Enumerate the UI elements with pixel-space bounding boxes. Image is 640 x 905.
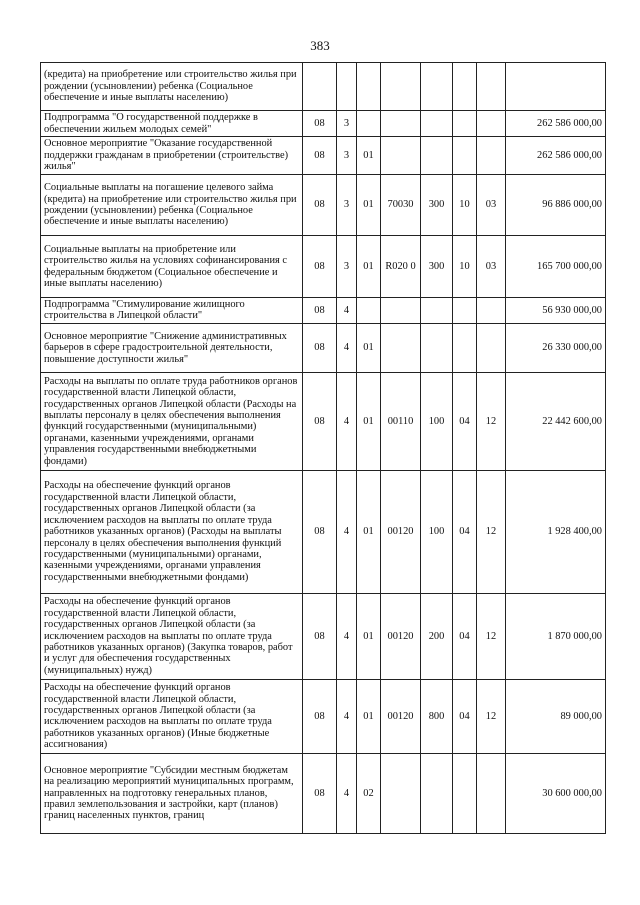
program-code: 08	[303, 679, 337, 753]
subprogram-code: 4	[337, 753, 357, 833]
subprogram-code	[337, 63, 357, 111]
subsection-code	[477, 63, 506, 111]
subprogram-code: 4	[337, 679, 357, 753]
subprogram-code: 3	[337, 137, 357, 175]
expense-type-code: 300	[421, 175, 453, 236]
activity-code: 01	[357, 175, 381, 236]
amount: 262 586 000,00	[506, 111, 606, 137]
table-row	[41, 63, 606, 111]
activity-code: 01	[357, 323, 381, 372]
row-description: Расходы на обеспечение функций органов государственной власти Липецкой области, государственных органов Липецкой области (за исключением расходов на выплаты по оплате труда работников указанных органов) (Иные бюджетные ассигнования)	[41, 679, 303, 753]
section-code	[453, 63, 477, 111]
row-description: Основное мероприятие "Оказание государственной поддержки гражданам в приобретении (строительстве) жилья"	[41, 137, 303, 175]
subsection-code: 03	[477, 175, 506, 236]
amount: 30 600 000,00	[506, 753, 606, 833]
section-code: 10	[453, 236, 477, 298]
row-description: Основное мероприятие "Снижение административных барьеров в сфере градостроительной деятельности, повышение доступности жилья"	[41, 323, 303, 372]
activity-code: 02	[357, 753, 381, 833]
program-code	[303, 63, 337, 111]
section-code: 04	[453, 679, 477, 753]
subsection-code	[477, 323, 506, 372]
table-row	[41, 137, 606, 175]
subsection-code	[477, 137, 506, 175]
section-code: 10	[453, 175, 477, 236]
table-row	[41, 236, 606, 298]
row-description: Расходы на обеспечение функций органов государственной власти Липецкой области, государственных органов Липецкой области (за исключением расходов на выплаты по оплате труда работников указанных органов) (Расходы на выплаты персоналу в целях обеспечения выполнения функций государственными (муниципальными) органами, казенными учреждениями, органами управления государственными внебюджетными фондами)	[41, 470, 303, 593]
expense-type-code: 100	[421, 372, 453, 470]
section-code	[453, 298, 477, 324]
activity-code	[357, 298, 381, 324]
row-description: (кредита) на приобретение или строительство жилья при рождении (усыновлении) ребенка (Социальное обеспечение и иные выплаты населению)	[41, 63, 303, 111]
expense-direction-code: 00120	[381, 679, 421, 753]
expense-direction-code: 00120	[381, 470, 421, 593]
program-code: 08	[303, 470, 337, 593]
subprogram-code: 4	[337, 372, 357, 470]
subsection-code: 12	[477, 679, 506, 753]
row-description: Основное мероприятие "Субсидии местным бюджетам на реализацию мероприятий муниципальных программ, направленных на подготовку генеральных планов, правил землепользования и застройки, карт (планов) границ населенных пунктов, границ	[41, 753, 303, 833]
amount: 1 870 000,00	[506, 593, 606, 679]
subsection-code	[477, 753, 506, 833]
expense-type-code: 800	[421, 679, 453, 753]
subprogram-code: 4	[337, 298, 357, 324]
row-description: Подпрограмма "О государственной поддержке в обеспечении жильем молодых семей"	[41, 111, 303, 137]
row-description: Подпрограмма "Стимулирование жилищного строительства в Липецкой области"	[41, 298, 303, 324]
program-code: 08	[303, 111, 337, 137]
subsection-code: 12	[477, 372, 506, 470]
program-code: 08	[303, 372, 337, 470]
amount: 56 930 000,00	[506, 298, 606, 324]
section-code	[453, 323, 477, 372]
section-code: 04	[453, 372, 477, 470]
expense-direction-code	[381, 753, 421, 833]
amount: 96 886 000,00	[506, 175, 606, 236]
activity-code: 01	[357, 679, 381, 753]
expense-direction-code	[381, 323, 421, 372]
expense-direction-code	[381, 137, 421, 175]
activity-code: 01	[357, 372, 381, 470]
expense-direction-code: 00120	[381, 593, 421, 679]
table-row	[41, 679, 606, 753]
activity-code: 01	[357, 236, 381, 298]
table-body	[41, 63, 606, 834]
section-code: 04	[453, 470, 477, 593]
expense-direction-code	[381, 298, 421, 324]
table-row	[41, 593, 606, 679]
table-row	[41, 323, 606, 372]
subsection-code	[477, 111, 506, 137]
expense-type-code	[421, 111, 453, 137]
expense-direction-code: 00110	[381, 372, 421, 470]
expense-type-code: 300	[421, 236, 453, 298]
amount: 22 442 600,00	[506, 372, 606, 470]
table-row	[41, 175, 606, 236]
subsection-code: 12	[477, 470, 506, 593]
subprogram-code: 3	[337, 175, 357, 236]
activity-code	[357, 63, 381, 111]
expense-type-code	[421, 298, 453, 324]
expense-direction-code	[381, 111, 421, 137]
program-code: 08	[303, 323, 337, 372]
expense-direction-code: 70030	[381, 175, 421, 236]
amount: 89 000,00	[506, 679, 606, 753]
amount	[506, 63, 606, 111]
program-code: 08	[303, 593, 337, 679]
table-row	[41, 111, 606, 137]
page-number: 383	[310, 38, 330, 53]
expense-type-code	[421, 137, 453, 175]
program-code: 08	[303, 753, 337, 833]
section-code	[453, 137, 477, 175]
budget-table	[40, 62, 606, 834]
amount: 26 330 000,00	[506, 323, 606, 372]
subsection-code	[477, 298, 506, 324]
row-description: Социальные выплаты на приобретение или строительство жилья на условиях софинансирования с федеральным бюджетом (Социальное обеспечение и иные выплаты населению)	[41, 236, 303, 298]
row-description: Социальные выплаты на погашение целевого займа (кредита) на приобретение или строительство жилья при рождении (усыновлении) ребенка (Социальное обеспечение и иные выплаты населению)	[41, 175, 303, 236]
section-code	[453, 111, 477, 137]
subprogram-code: 3	[337, 236, 357, 298]
row-description: Расходы на выплаты по оплате труда работников органов государственной власти Липецкой области, государственных органов Липецкой области (Расходы на выплаты персоналу в целях обеспечения выполнения функций государственными (муниципальными) органами, казенными учреждениями, органами управления государственными внебюджетными фондами)	[41, 372, 303, 470]
program-code: 08	[303, 236, 337, 298]
program-code: 08	[303, 298, 337, 324]
amount: 1 928 400,00	[506, 470, 606, 593]
subprogram-code: 3	[337, 111, 357, 137]
expense-type-code: 100	[421, 470, 453, 593]
expense-type-code	[421, 323, 453, 372]
subsection-code: 03	[477, 236, 506, 298]
activity-code	[357, 111, 381, 137]
subsection-code: 12	[477, 593, 506, 679]
section-code	[453, 753, 477, 833]
table-row	[41, 298, 606, 324]
table-row	[41, 470, 606, 593]
activity-code: 01	[357, 593, 381, 679]
row-description: Расходы на обеспечение функций органов государственной власти Липецкой области, государственных органов Липецкой области (за исключением расходов на выплаты по оплате труда работников указанных органов) (Закупка товаров, работ и услуг для обеспечения государственных (муниципальных) нужд)	[41, 593, 303, 679]
subprogram-code: 4	[337, 323, 357, 372]
activity-code: 01	[357, 470, 381, 593]
amount: 165 700 000,00	[506, 236, 606, 298]
amount: 262 586 000,00	[506, 137, 606, 175]
program-code: 08	[303, 137, 337, 175]
table-row	[41, 372, 606, 470]
subprogram-code: 4	[337, 470, 357, 593]
program-code: 08	[303, 175, 337, 236]
expense-direction-code	[381, 63, 421, 111]
subprogram-code: 4	[337, 593, 357, 679]
expense-type-code	[421, 753, 453, 833]
section-code: 04	[453, 593, 477, 679]
expense-type-code: 200	[421, 593, 453, 679]
expense-direction-code: R020 0	[381, 236, 421, 298]
activity-code: 01	[357, 137, 381, 175]
table-row	[41, 753, 606, 833]
expense-type-code	[421, 63, 453, 111]
